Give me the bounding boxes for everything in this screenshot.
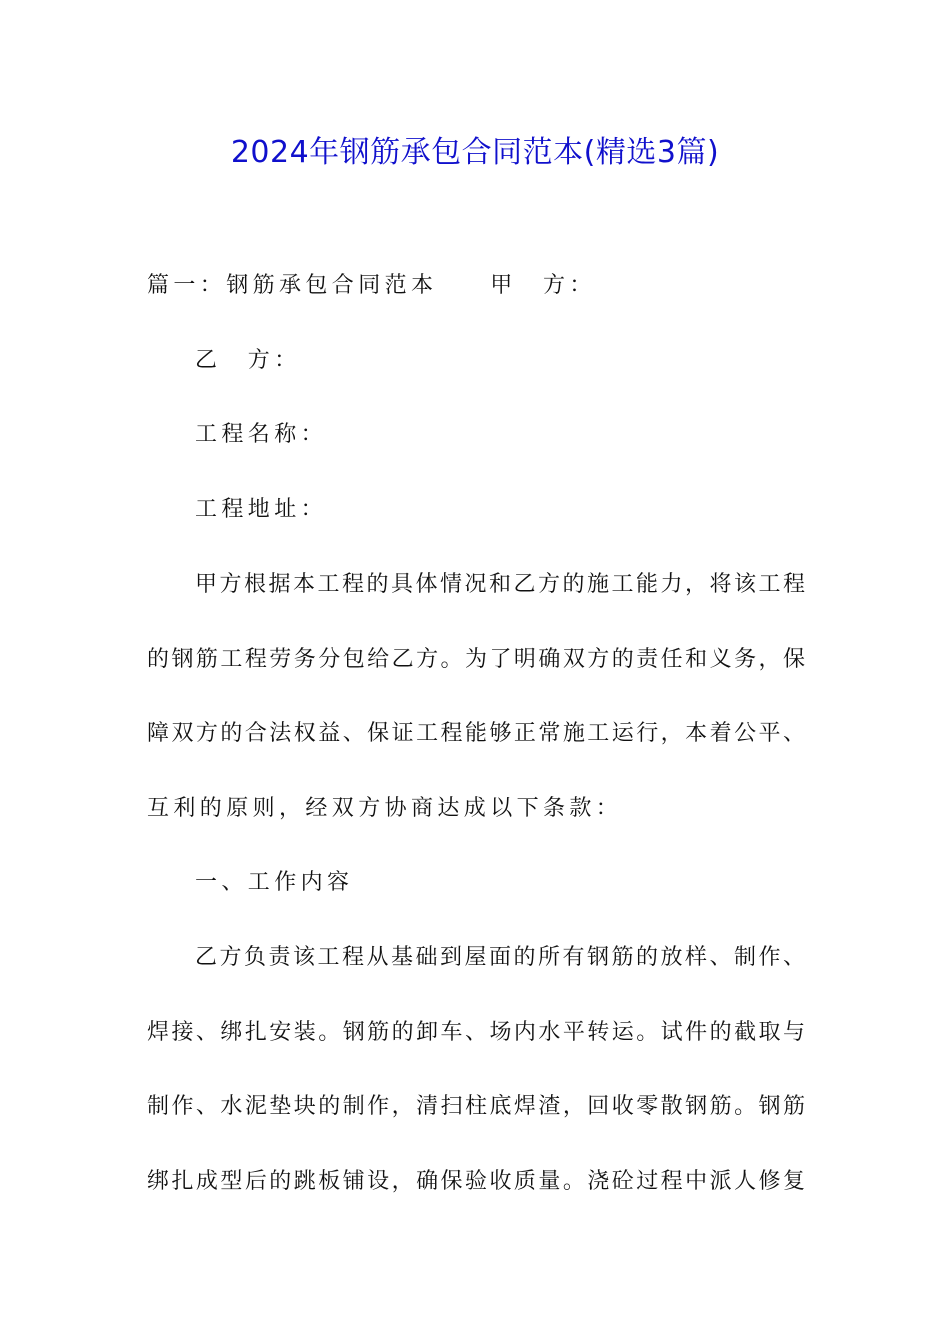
intro-paragraph-line: 甲方根据本工程的具体情况和乙方的施工能力，将该工程: [195, 572, 807, 597]
section-paragraph-line: 绑扎成型后的跳板铺设，确保验收质量。浇砼过程中派人修复: [147, 1169, 807, 1194]
project-address-label: 工程地址：: [195, 497, 328, 522]
section-paragraph-line: 焊接、绑扎安装。钢筋的卸车、场内水平转运。试件的截取与: [147, 1020, 807, 1045]
article-header-line: 篇一：钢筋承包合同范本 甲 方：: [147, 273, 596, 298]
intro-paragraph-line: 互利的原则，经双方协商达成以下条款：: [147, 796, 623, 821]
party-b-label: 乙 方：: [195, 348, 301, 373]
project-name-label: 工程名称：: [195, 422, 328, 447]
section-paragraph-line: 制作、水泥垫块的制作，清扫柱底焊渣，回收零散钢筋。钢筋: [147, 1094, 807, 1119]
document-title: 2024年钢筋承包合同范本(精选3篇): [230, 135, 720, 170]
section-heading: 一、工作内容: [195, 870, 354, 895]
intro-paragraph-line: 障双方的合法权益、保证工程能够正常施工运行，本着公平、: [147, 721, 807, 746]
intro-paragraph-line: 的钢筋工程劳务分包给乙方。为了明确双方的责任和义务，保: [147, 647, 807, 672]
section-paragraph-line: 乙方负责该工程从基础到屋面的所有钢筋的放样、制作、: [195, 945, 807, 970]
